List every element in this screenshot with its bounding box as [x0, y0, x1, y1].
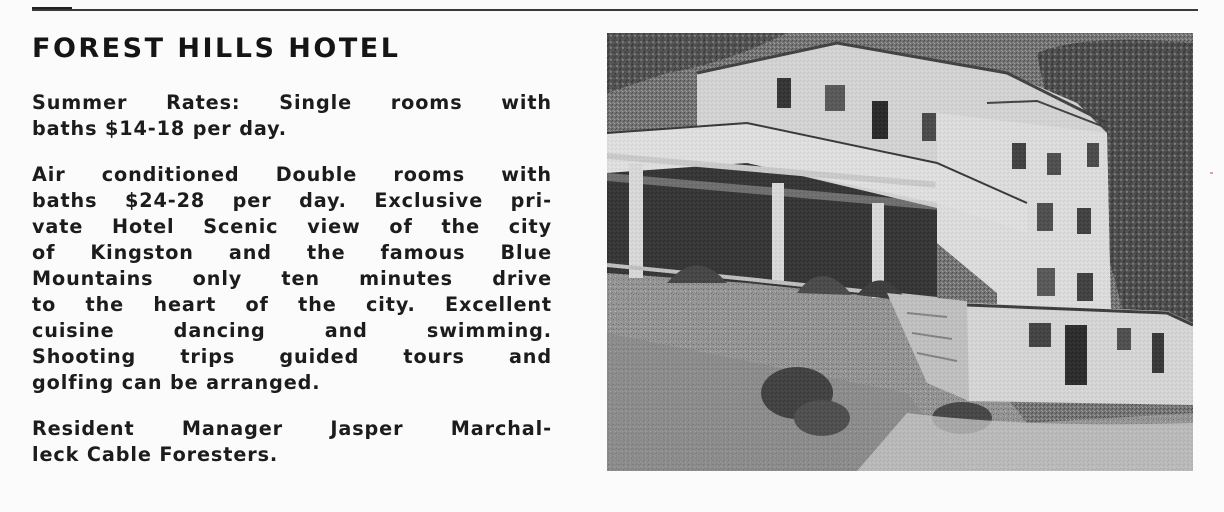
- text-line: Shooting trips guided tours and: [32, 345, 552, 368]
- manager-paragraph: [32, 416, 552, 468]
- text-line: golfing can be arranged.: [32, 371, 321, 394]
- text-line: Resident Manager Jasper Marchal-: [32, 417, 552, 440]
- text-line: Mountains only ten minutes drive: [32, 267, 552, 290]
- top-rule: [32, 9, 1198, 11]
- hotel-photo-illustration: [607, 33, 1193, 471]
- print-speck: [1210, 172, 1213, 174]
- text-line: leck Cable Foresters.: [32, 443, 279, 466]
- hotel-title: FOREST HILLS HOTEL: [32, 33, 401, 64]
- description-paragraph: [32, 162, 552, 396]
- summer-rates-paragraph: [32, 90, 552, 142]
- text-line: of Kingston and the famous Blue: [32, 241, 552, 264]
- text-line: to the heart of the city. Excellent: [32, 293, 552, 316]
- text-line: baths $14-18 per day.: [32, 117, 287, 140]
- text-line: cuisine dancing and swimming.: [32, 319, 552, 342]
- text-line: baths $24-28 per day. Exclusive pri-: [32, 189, 552, 212]
- text-line: Summer Rates: Single rooms with: [32, 91, 552, 114]
- text-line: Air conditioned Double rooms with: [32, 163, 552, 186]
- text-line: vate Hotel Scenic view of the city: [32, 215, 552, 238]
- ad-text-column: [32, 30, 552, 488]
- hotel-photo: [607, 33, 1193, 471]
